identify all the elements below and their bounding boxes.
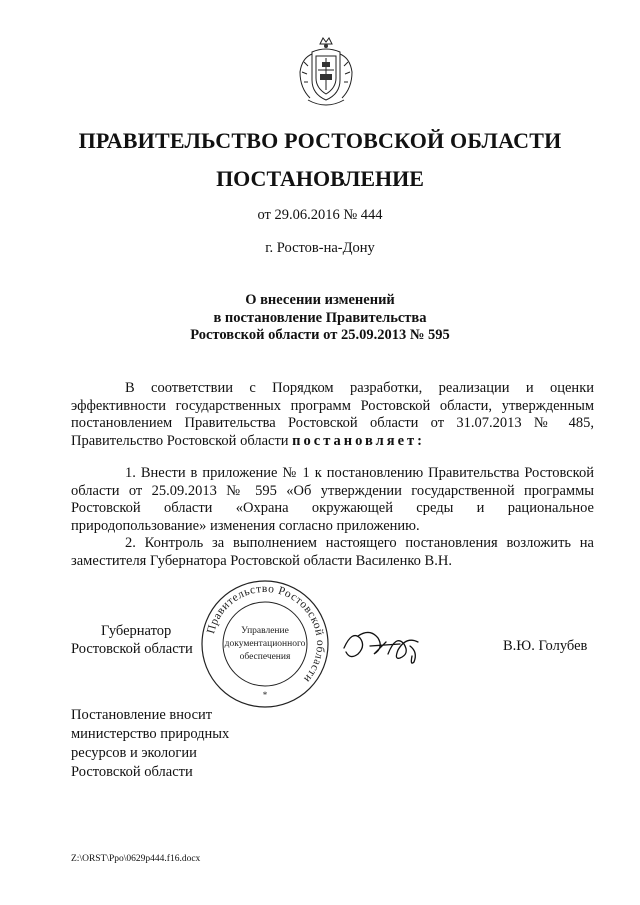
- document-city: г. Ростов-на-Дону: [265, 240, 375, 256]
- file-path: Z:\ORST\Ppo\0629p444.f16.docx: [71, 854, 201, 864]
- signatory-name: В.Ю. Голубев: [503, 638, 588, 654]
- government-title: ПРАВИТЕЛЬСТВО РОСТОВСКОЙ ОБЛАСТИ: [78, 128, 562, 153]
- stamp-center-line-3: обеспечения: [239, 652, 291, 662]
- position-line-1: Губернатор: [101, 623, 172, 639]
- official-stamp-icon: [199, 578, 331, 710]
- position-line-2: Ростовской области: [71, 641, 193, 657]
- decree-items: [71, 465, 594, 570]
- decree-item-2: 2. Контроль за выполнением настоящего постановления возложить на заместителя Губернатора Ростовской области Василенко В.Н.: [71, 535, 594, 569]
- coat-of-arms-icon: [296, 36, 356, 110]
- submitted-line-2: министерство природных: [71, 726, 230, 742]
- handwritten-signature-icon: [340, 624, 432, 668]
- submitted-by-note: [71, 706, 229, 782]
- stamp-center-line-1: Управление: [241, 626, 289, 636]
- signatory-position: [71, 622, 193, 658]
- decree-item-1: 1. Внести в приложение № 1 к постановлению Правительства Ростовской области от 25.09.2013 № 595 «Об утверждении государственной программы Ростовской области «Охрана окружающей среды и рациональное природопользование» изменения согласно приложению.: [71, 465, 594, 534]
- stamp-center-line-2: документационного: [224, 639, 306, 649]
- subject-line-2: в постановление Правительства: [213, 309, 427, 326]
- submitted-line-4: Ростовской области: [71, 764, 193, 780]
- preamble-text: В соответствии с Порядком разработки, реализации и оценки эффективности государственных программ Ростовской области, утвержденным постановлением Правительства Ростовской области от 31.07.2013 № 485, Правительство Ростовской области: [71, 380, 594, 449]
- document-date-number: от 29.06.2016 № 444: [257, 207, 383, 223]
- stamp-star: *: [262, 690, 268, 700]
- document-type: ПОСТАНОВЛЕНИЕ: [216, 166, 424, 191]
- subject-line-3: Ростовской области от 25.09.2013 № 595: [190, 327, 450, 343]
- document-subject: [0, 292, 640, 345]
- stamp-ring-text: Правительство Ростовской области: [205, 582, 327, 686]
- submitted-line-3: ресурсов и экологии: [71, 745, 197, 761]
- preamble-paragraph: [71, 380, 594, 450]
- decree-word: постановляет:: [292, 432, 426, 449]
- submitted-line-1: Постановление вносит: [71, 707, 213, 723]
- subject-line-1: О внесении изменений: [245, 292, 395, 308]
